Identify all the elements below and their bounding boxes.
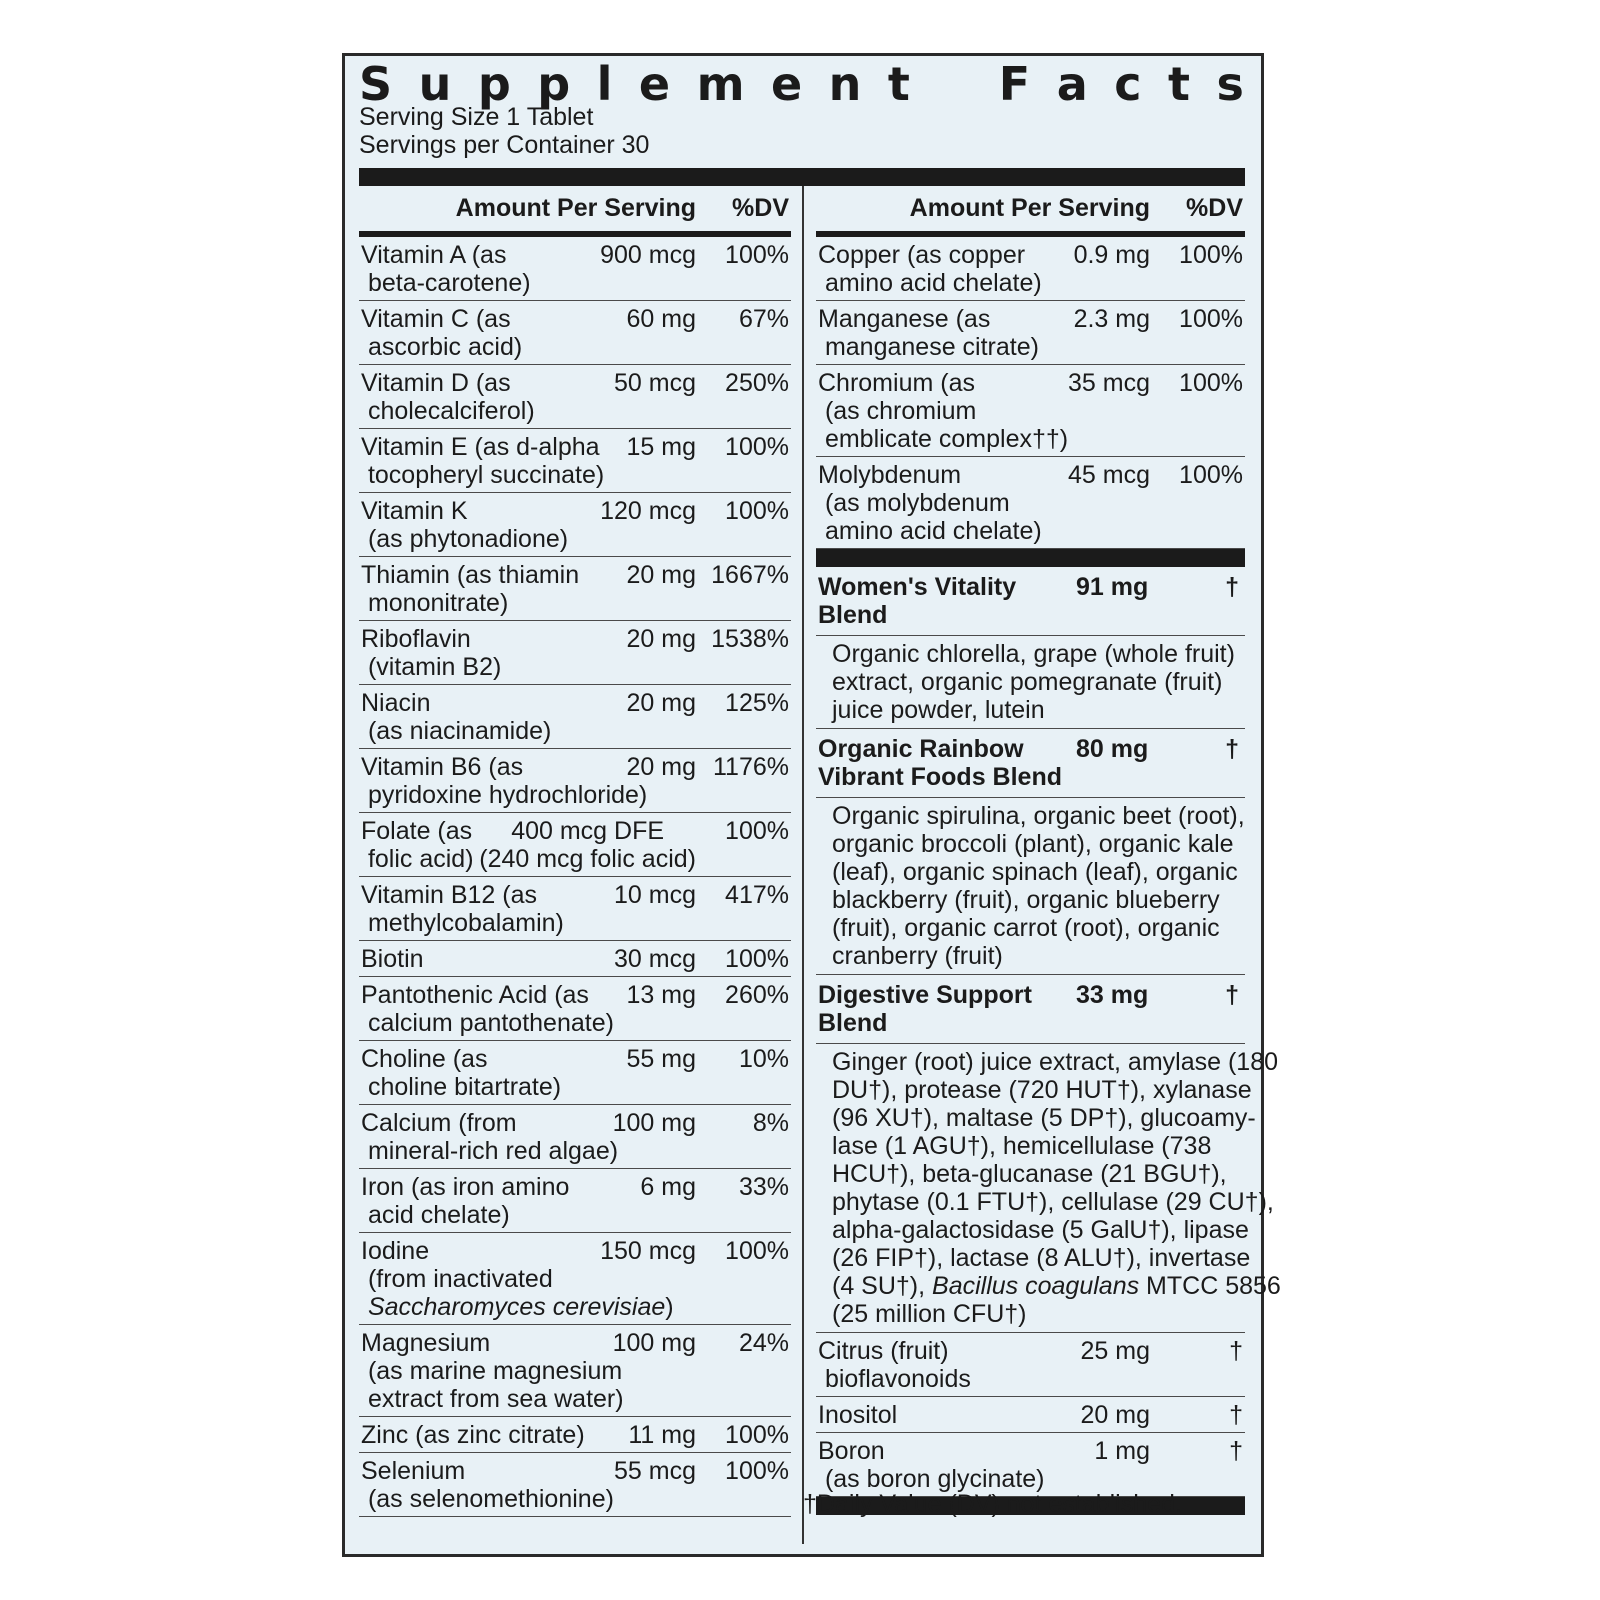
- thick-rule: [816, 549, 1245, 567]
- nutrient-amount: 10 mcg: [614, 881, 696, 909]
- nutrient-row: [359, 941, 791, 977]
- nutrient-name: Manganese (as manganese citrate): [818, 305, 1039, 361]
- nutrient-amount: 45 mcg: [1068, 461, 1150, 489]
- scientific-name: Saccharomyces cerevisiae: [367, 1293, 666, 1321]
- nutrient-name: Vitamin D (as cholecalciferol): [361, 369, 535, 425]
- nutrient-amount: 20 mg: [626, 753, 696, 781]
- nutrient-amount: 30 mcg: [614, 945, 696, 973]
- nutrient-amount: 25 mg: [1080, 1337, 1150, 1365]
- nutrient-name: Folate (as folic acid): [361, 817, 474, 873]
- ingredients-text: Ginger (root) juice extract, amylase (180 DU†), protease (720 HUT†), xylanase (96 XU†), maltase (5 DP†), glucoamy- lase (1 AGU†), hemicellulase (738 HCU†), beta-glucanase (21 BGU†), phytase (0.1 FTU†), cellulase (29 CU†), alpha-galactosidase (5 GalU†), lipase (26 FIP†), lactase (8 ALU†), invertase (4 SU†), Bacillus coagulans MTCC 5856 (25 million CFU†): [832, 1048, 1281, 1328]
- nutrient-dv: 1176%: [713, 753, 789, 781]
- nutrient-row: [359, 301, 791, 365]
- nutrient-name: Magnesium (as marine magnesium extract from sea water): [361, 1329, 624, 1413]
- nutrient-amount: 50 mcg: [614, 369, 696, 397]
- nutrient-row: [359, 557, 791, 621]
- nutrient-name: Boron (as boron glycinate): [818, 1437, 1045, 1493]
- serving-size: Serving Size 1 Tablet: [359, 103, 594, 131]
- nutrient-dv: 100%: [1179, 241, 1243, 269]
- nutrient-dv: 100%: [725, 1421, 789, 1449]
- servings-per-container: Servings per Container 30: [359, 131, 650, 159]
- nutrient-dv: 100%: [725, 1237, 789, 1265]
- nutrient-row: [359, 1041, 791, 1105]
- right-nutrient-list: [816, 237, 1245, 549]
- nutrient-amount: 100 mg: [612, 1329, 696, 1357]
- nutrient-dv: †: [1229, 1401, 1243, 1429]
- nutrient-row: [816, 237, 1245, 301]
- nutrient-dv: 100%: [725, 433, 789, 461]
- column-divider: [802, 186, 804, 1544]
- nutrient-row: [359, 1105, 791, 1169]
- nutrient-name: Niacin (as niacinamide): [361, 689, 552, 745]
- nutrient-name: Citrus (fruit) bioflavonoids: [818, 1337, 971, 1393]
- title-letter: l: [596, 57, 613, 111]
- title-letter: e: [770, 57, 803, 111]
- nutrient-dv: 33%: [738, 1173, 789, 1201]
- nutrient-dv: †: [1229, 1437, 1243, 1465]
- nutrient-name: Vitamin K (as phytonadione): [361, 497, 569, 553]
- nutrient-row: [816, 1433, 1245, 1497]
- nutrient-name: Vitamin B12 (as methylcobalamin): [361, 881, 564, 937]
- nutrient-amount: 150 mcg: [600, 1237, 696, 1265]
- thick-rule: [359, 168, 1245, 186]
- nutrient-dv: †: [1229, 1337, 1243, 1365]
- blend-name: Women's Vitality Blend: [818, 573, 1017, 629]
- title-letter: t: [887, 57, 910, 111]
- title-letter: S: [359, 57, 393, 111]
- nutrient-dv: 100%: [725, 497, 789, 525]
- blend-ingredients: [816, 636, 1245, 729]
- title-letter: t: [1167, 57, 1190, 111]
- blend-name: Digestive Support Blend: [818, 981, 1032, 1037]
- nutrient-amount: 2.3 mg: [1073, 305, 1150, 333]
- right-column-header: [816, 186, 1245, 237]
- title-letter: e: [638, 57, 671, 111]
- dv-header: %DV: [1186, 194, 1243, 222]
- title-letter: u: [418, 57, 452, 111]
- nutrient-name: Vitamin B6 (as pyridoxine hydrochloride): [361, 753, 648, 809]
- right-tail-list: [816, 1333, 1245, 1497]
- nutrient-dv: 100%: [725, 945, 789, 973]
- nutrient-row: [359, 1233, 791, 1325]
- nutrient-amount: 11 mg: [628, 1421, 696, 1449]
- nutrient-name: Vitamin A (as beta-carotene): [361, 241, 531, 297]
- title-letter: a: [1056, 57, 1088, 111]
- nutrient-row: [359, 1417, 791, 1453]
- title-letter: F: [998, 57, 1031, 111]
- nutrient-row: [359, 1453, 791, 1517]
- supplement-facts-panel: [342, 53, 1281, 1557]
- amount-header: Amount Per Serving: [909, 194, 1150, 222]
- left-nutrient-list: [359, 237, 791, 1517]
- nutrient-name: Selenium (as selenomethionine): [361, 1457, 614, 1513]
- title-letter: p: [477, 57, 511, 111]
- nutrient-amount: 35 mcg: [1068, 369, 1150, 397]
- blend-name: Organic Rainbow Vibrant Foods Blend: [818, 735, 1062, 791]
- left-column-header: [359, 186, 791, 237]
- nutrient-row: [816, 1333, 1245, 1397]
- nutrient-amount: 13 mg: [626, 981, 696, 1009]
- nutrient-dv: 10%: [738, 1045, 789, 1073]
- nutrient-dv: 1538%: [711, 625, 789, 653]
- title-letter: s: [1216, 57, 1244, 111]
- nutrient-amount: 20 mg: [626, 625, 696, 653]
- nutrient-name: Pantothenic Acid (as calcium pantothenate): [361, 981, 614, 1037]
- ingredients-text: Organic chlorella, grape (whole fruit) extract, organic pomegranate (fruit) juice powder, lutein: [832, 640, 1235, 724]
- blend-dv: †: [1225, 573, 1239, 601]
- nutrient-amount: 120 mcg: [600, 497, 696, 525]
- nutrient-row: [359, 749, 791, 813]
- nutrient-name: Choline (as choline bitartrate): [361, 1045, 562, 1101]
- nutrient-row: [359, 1325, 791, 1417]
- nutrient-dv: 100%: [725, 1457, 789, 1485]
- nutrient-dv: 24%: [738, 1329, 789, 1357]
- nutrient-amount: 400 mcg DFE (240 mcg folic acid): [479, 817, 696, 873]
- nutrient-amount: 900 mcg: [600, 241, 696, 269]
- nutrient-dv: 8%: [752, 1109, 789, 1137]
- nutrient-dv: 260%: [725, 981, 789, 1009]
- nutrient-name: Thiamin (as thiamin mononitrate): [361, 561, 580, 617]
- blend-dv: †: [1225, 735, 1239, 763]
- dv-header: %DV: [732, 194, 789, 222]
- blend-amount: 80 mg: [1076, 735, 1149, 763]
- nutrient-dv: 417%: [725, 881, 789, 909]
- right-column: [816, 186, 1281, 1515]
- nutrient-row: [816, 457, 1245, 549]
- nutrient-name: Copper (as copper amino acid chelate): [818, 241, 1042, 297]
- nutrient-dv: 1667%: [711, 561, 789, 589]
- nutrient-name: Riboflavin (vitamin B2): [361, 625, 502, 681]
- scientific-name: Bacillus coagulans: [932, 1272, 1140, 1300]
- blend-amount: 33 mg: [1076, 981, 1149, 1009]
- nutrient-dv: 125%: [725, 689, 789, 717]
- blend-header-row: [816, 729, 1245, 798]
- nutrient-name: Iodine (from inactivated Saccharomyces cerevisiae): [361, 1237, 674, 1321]
- nutrient-name: Vitamin E (as d-alpha tocopheryl succinate): [361, 433, 605, 489]
- nutrient-name: Biotin: [361, 945, 424, 973]
- nutrient-row: [359, 365, 791, 429]
- nutrient-row: [359, 237, 791, 301]
- nutrient-name: Zinc (as zinc citrate): [361, 1421, 585, 1449]
- nutrient-row: [359, 493, 791, 557]
- nutrient-row: [359, 621, 791, 685]
- ingredients-text: Organic spirulina, organic beet (root), organic broccoli (plant), organic kale (leaf), organic spinach (leaf), organic blackberry (fruit), organic blueberry (fruit), organic carrot (root), organic cranberry (fruit): [832, 802, 1245, 970]
- blend-header-row: [816, 567, 1245, 636]
- blend-amount: 91 mg: [1076, 573, 1149, 601]
- nutrient-amount: 20 mg: [626, 689, 696, 717]
- nutrient-name: Vitamin C (as ascorbic acid): [361, 305, 523, 361]
- nutrient-row: [816, 365, 1245, 457]
- nutrient-dv: 100%: [1179, 369, 1243, 397]
- nutrient-amount: 60 mg: [626, 305, 696, 333]
- nutrient-row: [359, 877, 791, 941]
- left-column: [359, 186, 791, 1517]
- nutrient-dv: 250%: [725, 369, 789, 397]
- amount-header: Amount Per Serving: [455, 194, 696, 222]
- nutrient-row: [359, 813, 791, 877]
- blend-list: [816, 567, 1281, 1333]
- nutrient-amount: 1 mg: [1094, 1437, 1150, 1465]
- nutrient-row: [359, 429, 791, 493]
- title-letter: n: [828, 57, 862, 111]
- nutrient-name: Molybdenum (as molybdenum amino acid chelate): [818, 461, 1042, 545]
- nutrient-amount: 55 mg: [626, 1045, 696, 1073]
- nutrient-row: [359, 977, 791, 1041]
- nutrient-dv: 67%: [738, 305, 789, 333]
- nutrient-amount: 15 mg: [626, 433, 696, 461]
- blend-dv: †: [1225, 981, 1239, 1009]
- nutrient-name: Calcium (from mineral-rich red algae): [361, 1109, 619, 1165]
- nutrient-dv: 100%: [725, 817, 789, 845]
- nutrient-name: Inositol: [818, 1401, 898, 1429]
- nutrient-name: Iron (as iron amino acid chelate): [361, 1173, 570, 1229]
- nutrient-dv: 100%: [1179, 305, 1243, 333]
- nutrient-amount: 20 mg: [626, 561, 696, 589]
- nutrient-dv: 100%: [1179, 461, 1243, 489]
- nutrient-amount: 0.9 mg: [1073, 241, 1150, 269]
- nutrient-row: [359, 685, 791, 749]
- blend-ingredients: [816, 798, 1245, 975]
- nutrient-row: [359, 1169, 791, 1233]
- blend-header-row: [816, 975, 1245, 1044]
- nutrient-amount: 6 mg: [640, 1173, 696, 1201]
- title-letter: c: [1114, 57, 1142, 111]
- footnote: †Daily Value (DV) not established.: [803, 1490, 1182, 1518]
- nutrient-dv: 100%: [725, 241, 789, 269]
- blend-ingredients: [816, 1044, 1281, 1333]
- nutrient-row: [816, 301, 1245, 365]
- nutrient-amount: 20 mg: [1080, 1401, 1150, 1429]
- nutrient-row: [816, 1397, 1245, 1433]
- title-letter: m: [696, 57, 745, 111]
- title-letter: p: [537, 57, 571, 111]
- nutrient-amount: 100 mg: [612, 1109, 696, 1137]
- nutrient-name: Chromium (as (as chromium emblicate complex††): [818, 369, 1069, 453]
- nutrient-amount: 55 mcg: [614, 1457, 696, 1485]
